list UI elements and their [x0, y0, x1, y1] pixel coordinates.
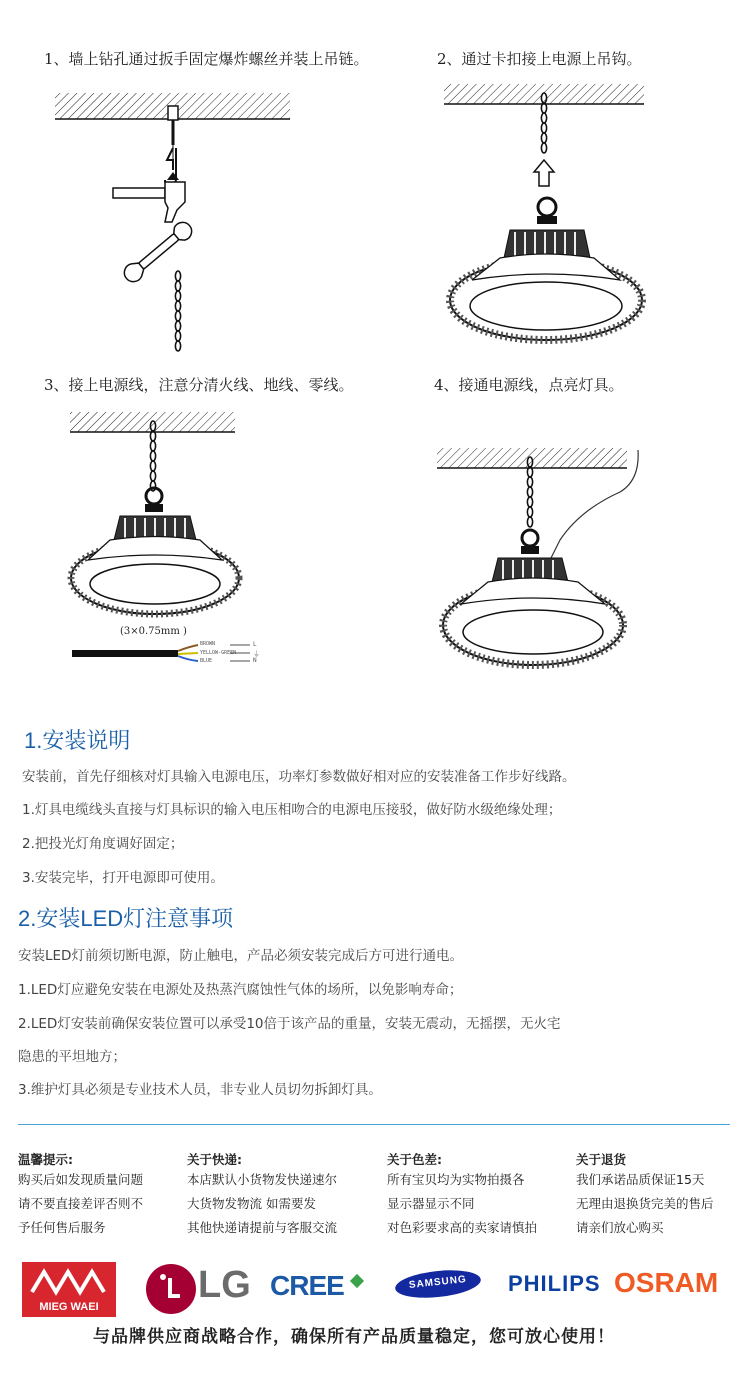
wire-label-yellow-green: YELLOW-GREEN — [200, 650, 237, 656]
meanwell-logo — [22, 1262, 116, 1317]
install-line: 安装前，首先仔细核对灯具输入电源电压，功率灯参数做好相对应的安装准备工作步好线路。 — [22, 769, 576, 785]
terminal-earth: ⏚ — [253, 650, 260, 658]
ufo-lamp-icon — [450, 198, 642, 340]
info-title: 关于退货 — [576, 1152, 627, 1167]
info-line: 大货物发物流 如需要发 — [187, 1196, 316, 1211]
info-line: 购买后如发现质量问题 — [18, 1172, 144, 1187]
ufo-lamp-icon — [71, 488, 239, 614]
chain-icon — [527, 457, 532, 527]
step3-caption: 3、接上电源线，注意分清火线、地线、零线。 — [44, 376, 354, 394]
lg-logo-mark — [146, 1264, 196, 1314]
notes-line: 2.LED灯安装前确保安装位置可以承受10倍于该产品的重量，安装无震动，无摇摆，无火宅 — [18, 1016, 561, 1032]
terminal-neutral: N — [253, 657, 257, 664]
chain-icon — [175, 271, 180, 351]
drill-icon — [113, 182, 185, 222]
ceiling-hatch — [70, 412, 235, 432]
step2-caption: 2、通过卡扣接上电源上吊钩。 — [437, 50, 642, 68]
install-line: 2.把投光灯角度调好固定； — [22, 836, 184, 852]
notes-heading: 2.安装LED灯注意事项 — [18, 906, 234, 931]
samsung-logo — [394, 1267, 482, 1302]
info-col-tips — [18, 1150, 143, 1240]
install-heading: 1.安装说明 — [24, 728, 131, 753]
cree-logo: CREE — [270, 1270, 344, 1301]
info-line: 其他快递请提前与客服交流 — [187, 1220, 338, 1235]
notes-line: 安装LED灯前须切断电源，防止触电，产品必须安装完成后方可进行通电。 — [18, 948, 463, 964]
step1-figure — [55, 93, 290, 351]
info-title: 关于快递: — [187, 1152, 242, 1167]
info-line: 所有宝贝均为实物拍摄各 — [387, 1172, 525, 1187]
step3-figure — [70, 412, 250, 661]
philips-logo: PHILIPS — [508, 1271, 601, 1296]
samsung-logo-text: SAMSUNG — [408, 1274, 468, 1292]
info-col-color — [387, 1150, 537, 1240]
step1-caption: 1、墙上钻孔通过扳手固定爆炸螺丝并装上吊链。 — [44, 50, 369, 68]
step4-figure — [437, 448, 638, 665]
info-line: 我们承诺品质保证15天 — [576, 1172, 705, 1187]
arrow-down-icon — [167, 172, 179, 180]
info-line: 本店默认小货物发快递速尔 — [187, 1172, 338, 1187]
arrow-up-icon — [534, 160, 554, 186]
osram-logo: OSRAM — [614, 1267, 719, 1298]
divider — [18, 1124, 730, 1125]
cable-spec: (3×0.75mm ) — [120, 626, 187, 637]
install-line: 3.安装完毕，打开电源即可使用。 — [22, 870, 224, 886]
info-col-returns — [576, 1150, 714, 1240]
info-line: 显示器显示不同 — [387, 1196, 475, 1211]
info-line: 无理由退换货完美的售后 — [576, 1196, 714, 1211]
info-line: 请亲们放心购买 — [576, 1220, 664, 1235]
chain-icon — [150, 421, 155, 491]
info-line: 请不要直接差评否则不 — [18, 1196, 144, 1211]
info-line: 对色彩要求高的卖家请慎拍 — [387, 1220, 538, 1235]
terminal-live: L — [253, 641, 257, 648]
notes-line: 1.LED灯应避免安装在电源处及热蒸汽腐蚀性气体的场所，以免影响寿命； — [18, 982, 463, 998]
notes-line: 隐患的平坦地方； — [18, 1049, 126, 1065]
step4-caption: 4、接通电源线，点亮灯具。 — [434, 376, 624, 394]
info-line: 予任何售后服务 — [18, 1220, 106, 1235]
ceiling-hatch — [444, 84, 644, 104]
info-title: 关于色差: — [387, 1152, 442, 1167]
info-col-shipping — [187, 1150, 337, 1240]
meanwell-logo-text: MIEG WAEI — [39, 1301, 99, 1313]
ufo-lamp-icon — [443, 530, 623, 665]
lg-logo-text: LG — [198, 1264, 251, 1306]
wire-label-brown: BROWN — [200, 641, 216, 647]
wrench-icon — [121, 219, 196, 286]
wire-label-blue: BLUE — [200, 658, 213, 664]
slogan: 与品牌供应商战略合作，确保所有产品质量稳定，您可放心使用！ — [93, 1327, 615, 1347]
notes-line: 3.维护灯具必须是专业技术人员，非专业人员切勿拆卸灯具。 — [18, 1082, 382, 1098]
step2-figure — [444, 84, 644, 340]
cree-mark-icon — [350, 1274, 364, 1288]
install-line: 1.灯具电缆线头直接与灯具标识的输入电压相吻合的电源电压接驳，做好防水级绝缘处理； — [22, 802, 562, 818]
info-title: 温馨提示: — [18, 1152, 73, 1167]
